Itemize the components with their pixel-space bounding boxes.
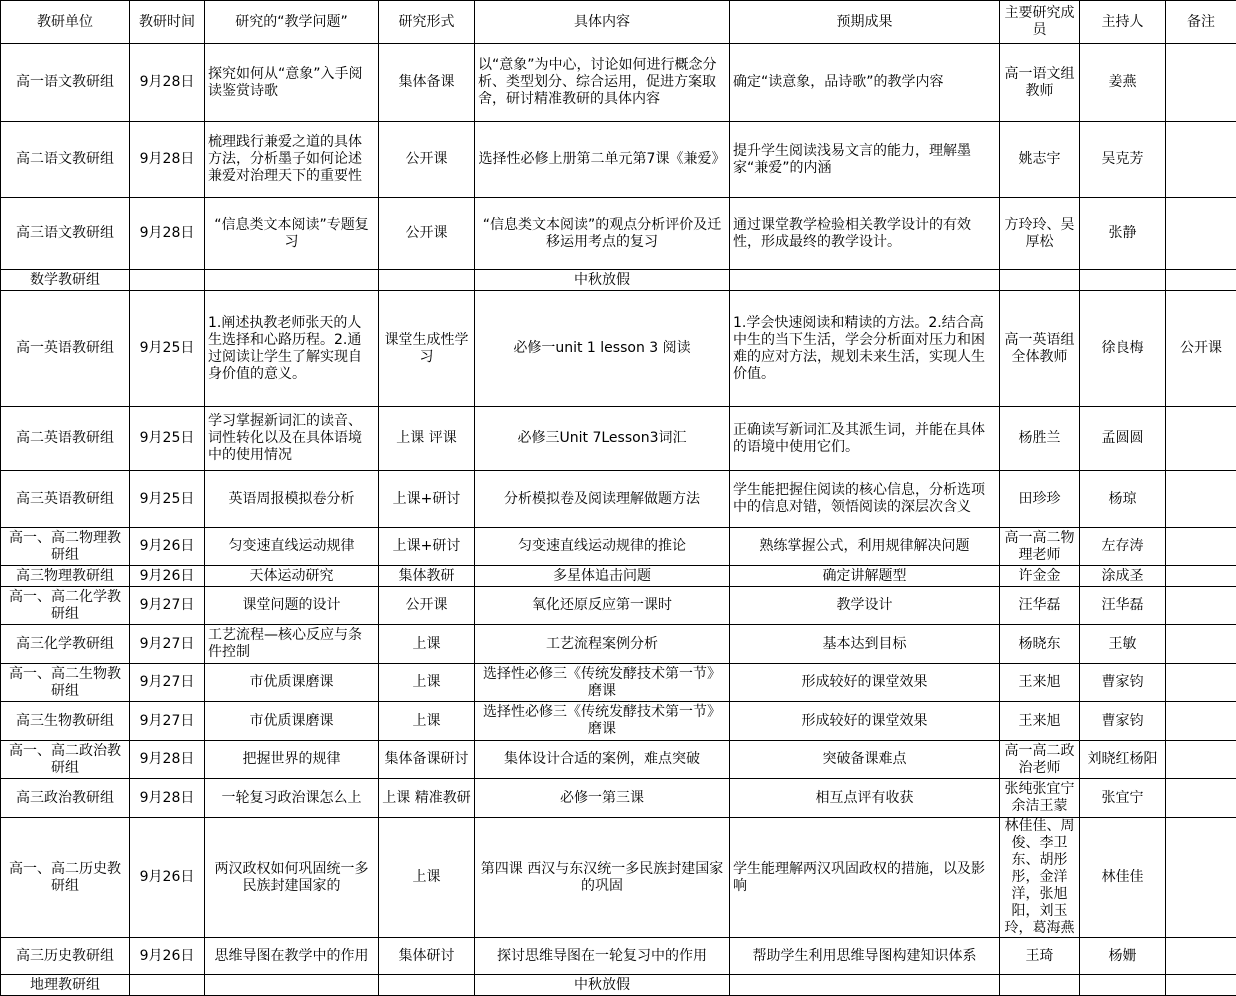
cell-form: 上课+研讨 xyxy=(379,528,475,566)
cell-host: 左存涛 xyxy=(1080,528,1166,566)
cell-holiday: 中秋放假 xyxy=(475,975,730,996)
cell-result: 正确读写新词汇及其派生词，并能在具体的语境中使用它们。 xyxy=(730,407,1000,471)
cell-host xyxy=(1080,975,1166,996)
cell-unit: 高一、高二化学教研组 xyxy=(1,587,130,625)
header-members: 主要研究成员 xyxy=(1000,1,1080,44)
table-row xyxy=(1,471,1236,528)
cell-time xyxy=(130,975,205,996)
cell-note xyxy=(1166,625,1236,664)
cell-problem: 市优质课磨课 xyxy=(205,702,379,741)
cell-time: 9月25日 xyxy=(130,407,205,471)
cell-members: 姚志宇 xyxy=(1000,122,1080,198)
cell-form xyxy=(379,270,475,291)
cell-time: 9月26日 xyxy=(130,566,205,587)
cell-members: 高一高二物理老师 xyxy=(1000,528,1080,566)
cell-unit: 高一、高二物理教研组 xyxy=(1,528,130,566)
cell-note xyxy=(1166,471,1236,528)
table-row xyxy=(1,291,1236,407)
cell-unit: 高三生物教研组 xyxy=(1,702,130,741)
cell-unit: 高三化学教研组 xyxy=(1,625,130,664)
cell-result xyxy=(730,975,1000,996)
cell-host: 曹家钧 xyxy=(1080,702,1166,741)
table-row xyxy=(1,779,1236,818)
table-row xyxy=(1,587,1236,625)
cell-result: 教学设计 xyxy=(730,587,1000,625)
cell-host: 徐良梅 xyxy=(1080,291,1166,407)
cell-members: 王来旭 xyxy=(1000,664,1080,702)
cell-content: 选择性必修三《传统发酵技术第一节》磨课 xyxy=(475,702,730,741)
cell-members: 高一高二政治老师 xyxy=(1000,741,1080,779)
cell-host: 张静 xyxy=(1080,198,1166,270)
cell-unit: 高三英语教研组 xyxy=(1,471,130,528)
cell-note xyxy=(1166,741,1236,779)
cell-time: 9月27日 xyxy=(130,587,205,625)
cell-content: 工艺流程案例分析 xyxy=(475,625,730,664)
table-row xyxy=(1,625,1236,664)
cell-time: 9月28日 xyxy=(130,741,205,779)
cell-result: 确定“读意象，品诗歌”的教学内容 xyxy=(730,44,1000,122)
cell-problem: 工艺流程—核心反应与条件控制 xyxy=(205,625,379,664)
cell-holiday: 中秋放假 xyxy=(475,270,730,291)
cell-form: 上课 xyxy=(379,625,475,664)
cell-problem: 课堂问题的设计 xyxy=(205,587,379,625)
cell-members: 王琦 xyxy=(1000,938,1080,975)
cell-content: 选择性必修三《传统发酵技术第一节》磨课 xyxy=(475,664,730,702)
cell-time: 9月26日 xyxy=(130,938,205,975)
cell-note xyxy=(1166,975,1236,996)
cell-members: 杨胜兰 xyxy=(1000,407,1080,471)
cell-content: 必修一第三课 xyxy=(475,779,730,818)
cell-unit: 高二英语教研组 xyxy=(1,407,130,471)
cell-content: 探讨思维导图在一轮复习中的作用 xyxy=(475,938,730,975)
cell-note xyxy=(1166,587,1236,625)
table-row xyxy=(1,664,1236,702)
cell-result: 提升学生阅读浅易文言的能力，理解墨家“兼爱”的内涵 xyxy=(730,122,1000,198)
cell-problem: 匀变速直线运动规律 xyxy=(205,528,379,566)
cell-content: 选择性必修上册第二单元第7课《兼爱》 xyxy=(475,122,730,198)
cell-host xyxy=(1080,270,1166,291)
cell-unit: 高一英语教研组 xyxy=(1,291,130,407)
cell-problem xyxy=(205,975,379,996)
table-row xyxy=(1,818,1236,938)
header-time: 教研时间 xyxy=(130,1,205,44)
cell-time: 9月28日 xyxy=(130,779,205,818)
cell-note xyxy=(1166,198,1236,270)
cell-members: 方玲玲、吴厚松 xyxy=(1000,198,1080,270)
header-problem: 研究的“教学问题” xyxy=(205,1,379,44)
cell-note xyxy=(1166,938,1236,975)
cell-result: 形成较好的课堂效果 xyxy=(730,702,1000,741)
cell-problem: 1.阐述执教老师张天的人生选择和心路历程。2.通过阅读让学生了解实现自身价值的意义。 xyxy=(205,291,379,407)
cell-host: 张宜宁 xyxy=(1080,779,1166,818)
cell-unit: 高二语文教研组 xyxy=(1,122,130,198)
cell-members: 王来旭 xyxy=(1000,702,1080,741)
table-row xyxy=(1,938,1236,975)
cell-host: 曹家钧 xyxy=(1080,664,1166,702)
cell-form: 集体教研 xyxy=(379,566,475,587)
cell-form: 上课 xyxy=(379,664,475,702)
cell-time: 9月27日 xyxy=(130,702,205,741)
cell-form: 上课 xyxy=(379,702,475,741)
cell-unit: 地理教研组 xyxy=(1,975,130,996)
cell-form xyxy=(379,975,475,996)
cell-note xyxy=(1166,664,1236,702)
cell-content: 第四课 西汉与东汉统一多民族封建国家的巩固 xyxy=(475,818,730,938)
cell-problem: 一轮复习政治课怎么上 xyxy=(205,779,379,818)
cell-members xyxy=(1000,270,1080,291)
cell-time: 9月26日 xyxy=(130,528,205,566)
cell-result: 熟练掌握公式，利用规律解决问题 xyxy=(730,528,1000,566)
cell-time: 9月28日 xyxy=(130,122,205,198)
header-content: 具体内容 xyxy=(475,1,730,44)
cell-host: 杨琼 xyxy=(1080,471,1166,528)
cell-problem: 市优质课磨课 xyxy=(205,664,379,702)
cell-note xyxy=(1166,407,1236,471)
cell-note xyxy=(1166,270,1236,291)
table-row xyxy=(1,407,1236,471)
cell-host: 林佳佳 xyxy=(1080,818,1166,938)
cell-content: 分析模拟卷及阅读理解做题方法 xyxy=(475,471,730,528)
cell-unit: 高三物理教研组 xyxy=(1,566,130,587)
cell-members: 田珍珍 xyxy=(1000,471,1080,528)
cell-members: 张纯张宜宁余洁王蒙 xyxy=(1000,779,1080,818)
cell-members: 杨晓东 xyxy=(1000,625,1080,664)
cell-result: 学生能理解两汉巩固政权的措施，以及影响 xyxy=(730,818,1000,938)
cell-note xyxy=(1166,818,1236,938)
cell-content: 氧化还原反应第一课时 xyxy=(475,587,730,625)
cell-problem: 天体运动研究 xyxy=(205,566,379,587)
cell-host: 杨姗 xyxy=(1080,938,1166,975)
cell-host: 涂成圣 xyxy=(1080,566,1166,587)
cell-host: 吴克芳 xyxy=(1080,122,1166,198)
cell-members: 许金金 xyxy=(1000,566,1080,587)
cell-form: 公开课 xyxy=(379,122,475,198)
cell-problem xyxy=(205,270,379,291)
cell-note xyxy=(1166,122,1236,198)
cell-note xyxy=(1166,566,1236,587)
cell-problem: 把握世界的规律 xyxy=(205,741,379,779)
table-row xyxy=(1,198,1236,270)
cell-time: 9月28日 xyxy=(130,44,205,122)
cell-result: 帮助学生利用思维导图构建知识体系 xyxy=(730,938,1000,975)
table-row xyxy=(1,122,1236,198)
cell-form: 公开课 xyxy=(379,198,475,270)
cell-result: 突破备课难点 xyxy=(730,741,1000,779)
cell-unit: 高一、高二政治教研组 xyxy=(1,741,130,779)
cell-content: 集体设计合适的案例，难点突破 xyxy=(475,741,730,779)
table-row xyxy=(1,566,1236,587)
cell-time: 9月25日 xyxy=(130,471,205,528)
table-row xyxy=(1,44,1236,122)
cell-content: 必修三Unit 7Lesson3词汇 xyxy=(475,407,730,471)
cell-host: 姜燕 xyxy=(1080,44,1166,122)
cell-result xyxy=(730,270,1000,291)
cell-unit: 高三语文教研组 xyxy=(1,198,130,270)
cell-unit: 高三政治教研组 xyxy=(1,779,130,818)
cell-members: 高一英语组全体教师 xyxy=(1000,291,1080,407)
cell-note xyxy=(1166,44,1236,122)
cell-problem: “信息类文本阅读”专题复习 xyxy=(205,198,379,270)
header-host: 主持人 xyxy=(1080,1,1166,44)
cell-members: 林佳佳、周俊、李卫东、胡彤彤，金洋洋，张旭阳，刘玉玲，葛海燕 xyxy=(1000,818,1080,938)
cell-form: 集体备课 xyxy=(379,44,475,122)
cell-time: 9月27日 xyxy=(130,664,205,702)
cell-note xyxy=(1166,779,1236,818)
cell-content: 必修一unit 1 lesson 3 阅读 xyxy=(475,291,730,407)
cell-form: 集体备课研讨 xyxy=(379,741,475,779)
cell-problem: 两汉政权如何巩固统一多民族封建国家的 xyxy=(205,818,379,938)
cell-form: 上课 xyxy=(379,818,475,938)
cell-problem: 学习掌握新词汇的读音、词性转化以及在具体语境中的使用情况 xyxy=(205,407,379,471)
cell-result: 基本达到目标 xyxy=(730,625,1000,664)
cell-members xyxy=(1000,975,1080,996)
cell-content: 多星体追击问题 xyxy=(475,566,730,587)
table-row xyxy=(1,702,1236,741)
cell-problem: 探究如何从“意象”入手阅读鉴赏诗歌 xyxy=(205,44,379,122)
header-result: 预期成果 xyxy=(730,1,1000,44)
cell-result: 1.学会快速阅读和精读的方法。2.结合高中生的当下生活，学会分析面对压力和困难的应对方法，规划未来生活，实现人生价值。 xyxy=(730,291,1000,407)
cell-result: 通过课堂教学检验相关教学设计的有效性，形成最终的教学设计。 xyxy=(730,198,1000,270)
header-form: 研究形式 xyxy=(379,1,475,44)
table-row-holiday xyxy=(1,975,1236,996)
cell-unit: 高一语文教研组 xyxy=(1,44,130,122)
cell-form: 上课+研讨 xyxy=(379,471,475,528)
cell-note xyxy=(1166,702,1236,741)
table-row-holiday xyxy=(1,270,1236,291)
cell-form: 课堂生成性学习 xyxy=(379,291,475,407)
cell-problem: 梳理践行兼爱之道的具体方法，分析墨子如何论述兼爱对治理天下的重要性 xyxy=(205,122,379,198)
cell-note xyxy=(1166,528,1236,566)
cell-result: 相互点评有收获 xyxy=(730,779,1000,818)
cell-problem: 思维导图在教学中的作用 xyxy=(205,938,379,975)
cell-members: 高一语文组教师 xyxy=(1000,44,1080,122)
cell-content: “信息类文本阅读”的观点分析评价及迁移运用考点的复习 xyxy=(475,198,730,270)
cell-result: 形成较好的课堂效果 xyxy=(730,664,1000,702)
table-row xyxy=(1,741,1236,779)
cell-time xyxy=(130,270,205,291)
cell-result: 学生能把握住阅读的核心信息，分析选项中的信息对错，领悟阅读的深层次含义 xyxy=(730,471,1000,528)
cell-host: 刘晓红杨阳 xyxy=(1080,741,1166,779)
cell-content: 匀变速直线运动规律的推论 xyxy=(475,528,730,566)
cell-form: 上课 评课 xyxy=(379,407,475,471)
cell-time: 9月28日 xyxy=(130,198,205,270)
cell-unit: 高一、高二生物教研组 xyxy=(1,664,130,702)
cell-time: 9月27日 xyxy=(130,625,205,664)
cell-content: 以“意象”为中心，讨论如何进行概念分析、类型划分、综合运用，促进方案取舍，研讨精准教研的具体内容 xyxy=(475,44,730,122)
cell-host: 汪华磊 xyxy=(1080,587,1166,625)
cell-host: 孟圆圆 xyxy=(1080,407,1166,471)
cell-form: 上课 精准教研 xyxy=(379,779,475,818)
cell-form: 集体研讨 xyxy=(379,938,475,975)
cell-unit: 数学教研组 xyxy=(1,270,130,291)
cell-unit: 高一、高二历史教研组 xyxy=(1,818,130,938)
cell-form: 公开课 xyxy=(379,587,475,625)
cell-host: 王敏 xyxy=(1080,625,1166,664)
cell-members: 汪华磊 xyxy=(1000,587,1080,625)
cell-time: 9月25日 xyxy=(130,291,205,407)
table-row xyxy=(1,528,1236,566)
cell-problem: 英语周报模拟卷分析 xyxy=(205,471,379,528)
header-row xyxy=(1,1,1236,44)
header-unit: 教研单位 xyxy=(1,1,130,44)
cell-unit: 高三历史教研组 xyxy=(1,938,130,975)
header-note: 备注 xyxy=(1166,1,1236,44)
cell-note: 公开课 xyxy=(1166,291,1236,407)
cell-time: 9月26日 xyxy=(130,818,205,938)
cell-result: 确定讲解题型 xyxy=(730,566,1000,587)
